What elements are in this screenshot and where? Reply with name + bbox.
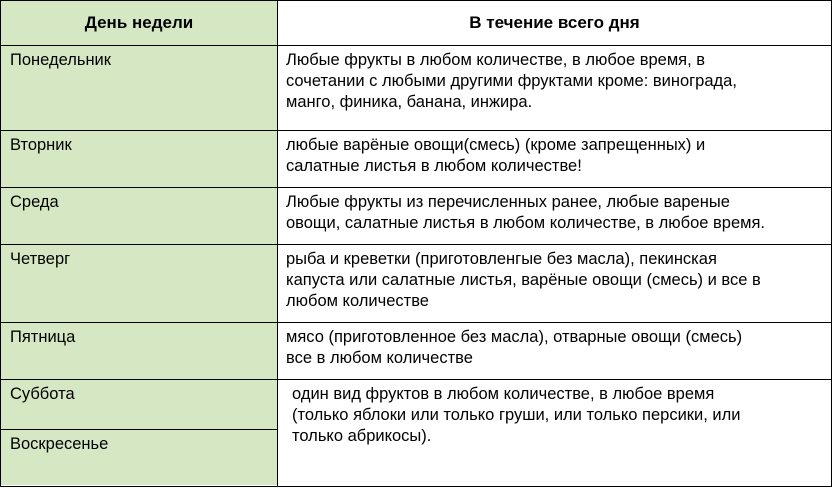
content-line: мясо (приготовленное без масла), отварные овощи (смесь) bbox=[286, 328, 743, 346]
row-divider bbox=[0, 379, 832, 380]
content-line: любом количестве bbox=[286, 292, 429, 310]
border-bottom bbox=[0, 486, 832, 487]
content-line: манго, финика, банана, инжира. bbox=[286, 93, 533, 111]
content-line: капуста или салатные листья, варёные овощи (смесь) и все в bbox=[286, 271, 761, 289]
content-line: овощи, салатные листья в любом количестве, в любое время. bbox=[286, 214, 766, 232]
content-line: рыба и креветки (приготовленгые без масла), пекинская bbox=[286, 250, 717, 268]
day-name-wednesday: Среда bbox=[10, 193, 59, 211]
row-divider bbox=[0, 244, 832, 245]
content-line: Любые фрукты из перечисленных ранее, любые вареные bbox=[286, 193, 730, 211]
header-content-label: В течение всего дня bbox=[469, 13, 640, 32]
row-divider bbox=[0, 130, 832, 131]
row-divider bbox=[0, 322, 832, 323]
day-name-tuesday: Вторник bbox=[10, 136, 72, 154]
header-day-label: День недели bbox=[84, 13, 194, 32]
row-divider bbox=[0, 45, 832, 46]
row-divider bbox=[0, 187, 832, 188]
content-line: один вид фруктов в любом количестве, в любое время bbox=[292, 385, 715, 403]
day-name-sunday: Воскресенье bbox=[10, 435, 109, 453]
day-name-monday: Понедельник bbox=[10, 51, 111, 69]
day-name-saturday: Суббота bbox=[10, 385, 75, 403]
content-line: любые варёные овощи(смесь) (кроме запрещенных) и bbox=[286, 136, 706, 154]
content-line: все в любом количестве bbox=[286, 349, 473, 367]
day-name-thursday: Четверг bbox=[10, 250, 71, 268]
day-name-friday: Пятница bbox=[10, 328, 76, 346]
content-line: сочетании с любыми другими фруктами кроме: винограда, bbox=[286, 72, 737, 90]
row-divider-day-only bbox=[0, 429, 278, 430]
content-line: (только яблоки или только груши, или только персики, или bbox=[292, 406, 741, 424]
border-top bbox=[0, 0, 832, 1]
content-line: Любые фрукты в любом количестве, в любое время, в bbox=[286, 51, 706, 69]
content-line: только абрикосы). bbox=[292, 427, 432, 445]
content-line: салатные листья в любом количестве! bbox=[286, 157, 582, 175]
